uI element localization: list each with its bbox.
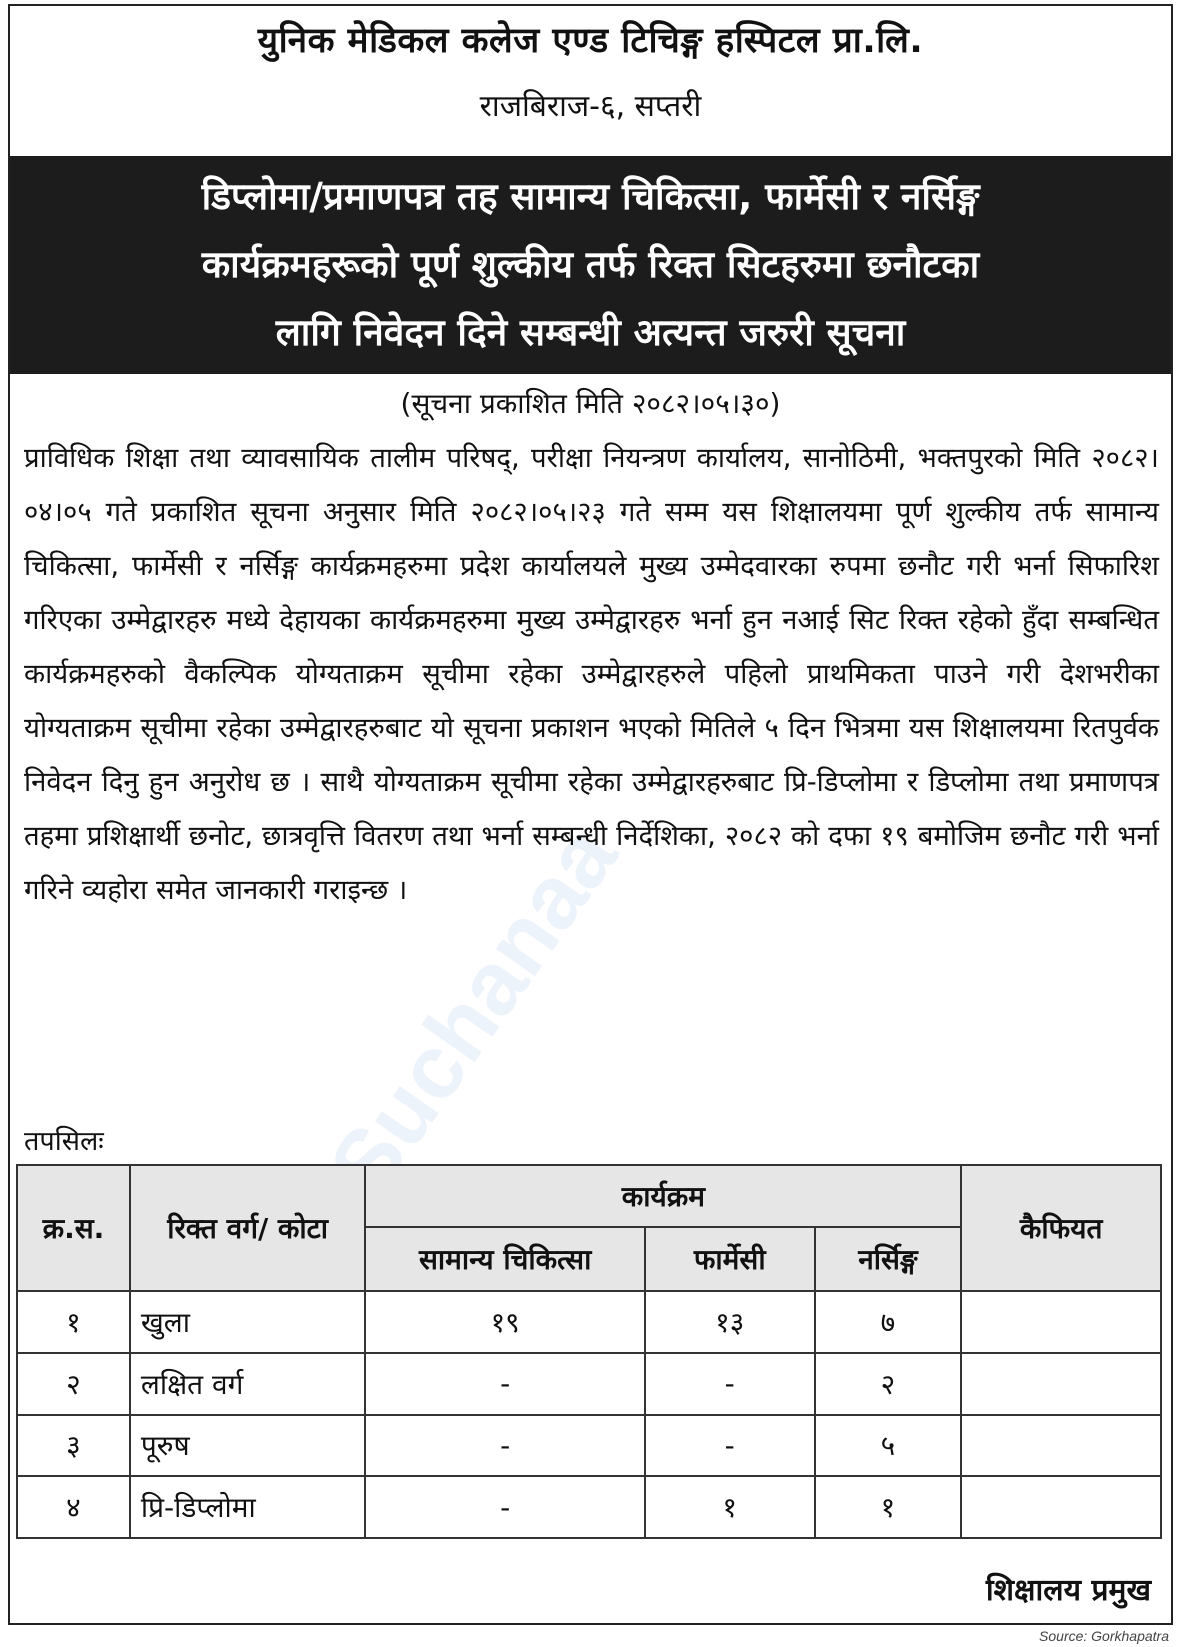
cell-sn: ४ — [17, 1476, 130, 1538]
signature-head-of-institution: शिक्षालय प्रमुख — [985, 1573, 1151, 1608]
notice-title-line-1: डिप्लोमा/प्रमाणपत्र तह सामान्य चिकित्सा, फार्मेसी र नर्सिङ्ग — [201, 175, 980, 218]
cell-remarks — [961, 1476, 1161, 1538]
cell-sn: १ — [17, 1291, 130, 1353]
cell-nursing: ५ — [815, 1415, 962, 1477]
details-label: तपसिलः — [24, 1126, 104, 1157]
cell-quota: पूरुष — [130, 1415, 366, 1477]
cell-pharmacy: १३ — [645, 1291, 815, 1353]
header-program: कार्यक्रम — [365, 1165, 961, 1227]
cell-nursing: ७ — [815, 1291, 962, 1353]
cell-quota: खुला — [130, 1291, 366, 1353]
header-serial-number: क्र.स. — [17, 1165, 130, 1291]
table-row — [17, 1476, 1161, 1538]
cell-general-medicine: - — [365, 1353, 644, 1415]
organization-name: युनिक मेडिकल कलेज एण्ड टिचिङ्ग हस्पिटल प्रा.लि. — [257, 21, 924, 61]
vacant-seats-table — [16, 1164, 1162, 1539]
publish-date: (सूचना प्रकाशित मिति २०८२।०५।३०) — [400, 387, 781, 420]
cell-pharmacy: - — [645, 1353, 815, 1415]
header-nursing: नर्सिङ्ग — [815, 1227, 962, 1291]
notice-title-line-3: लागि निवेदन दिने सम्बन्धी अत्यन्त जरुरी सूचना — [275, 311, 906, 354]
cell-quota: लक्षित वर्ग — [130, 1353, 366, 1415]
table-row — [17, 1415, 1161, 1477]
cell-quota: प्रि-डिप्लोमा — [130, 1476, 366, 1538]
cell-general-medicine: - — [365, 1476, 644, 1538]
watermark: Suchanaa — [310, 808, 637, 1214]
cell-pharmacy: १ — [645, 1476, 815, 1538]
organization-address: राजबिराज-६, सप्तरी — [479, 89, 702, 124]
cell-nursing: १ — [815, 1476, 962, 1538]
cell-sn: २ — [17, 1353, 130, 1415]
header-pharmacy: फार्मेसी — [645, 1227, 815, 1291]
table-row — [17, 1353, 1161, 1415]
header-quota: रिक्त वर्ग/ कोटा — [130, 1165, 366, 1291]
table-row — [17, 1291, 1161, 1353]
notice-body: प्राविधिक शिक्षा तथा व्यावसायिक तालीम परिषद्, परीक्षा नियन्त्रण कार्यालय, सानोठिमी, भक्तपुरको मिति २०८२।०४।०५ गते प्रकाशित सूचना अनुसार मिति २०८२।०५।२३ गते सम्म यस शिक्षालयमा पूर्ण शुल्कीय तर्फ सामान्य चिकित्सा, फार्मेसी र नर्सिङ्ग कार्यक्रमहरुमा प्रदेश कार्यालयले मुख्य उम्मेदवारका रुपमा छनौट गरी भर्ना सिफारिश गरिएका उम्मेद्वारहरु मध्ये देहायका कार्यक्रमहरुमा मुख्य उम्मेद्वारहरु भर्ना हुन नआई सिट रिक्त रहेको हुँदा सम्बन्धित कार्यक्रमहरुको वैकल्पिक योग्यताक्रम सूचीमा रहेका उम्मेद्वारहरुले पहिलो प्राथमिकता पाउने गरी देशभरीका योग्यताक्रम सूचीमा रहेका उम्मेद्वारहरुबाट यो सूचना प्रकाशन भएको मितिले ५ दिन भित्रमा यस शिक्षालयमा रितपुर्वक निवेदन दिनु हुन अनुरोध छ । साथै योग्यताक्रम सूचीमा रहेका उम्मेद्वारहरुबाट प्रि-डिप्लोमा र डिप्लोमा तथा प्रमाणपत्र तहमा प्रशिक्षार्थी छनोट, छात्रवृत्ति वितरण तथा भर्ना सम्बन्धी निर्देशिका, २०८२ को दफा १९ बमोजिम छनौट गरी भर्ना गरिने व्यहोरा समेत जानकारी गराइन्छ । — [24, 442, 1159, 906]
header-remarks: कैफियत — [961, 1165, 1161, 1291]
cell-general-medicine: १९ — [365, 1291, 644, 1353]
notice-title-line-2: कार्यक्रमहरूको पूर्ण शुल्कीय तर्फ रिक्त सिटहरुमा छनौटका — [201, 243, 980, 286]
cell-pharmacy: - — [645, 1415, 815, 1477]
table-header-row — [17, 1165, 1161, 1227]
cell-remarks — [961, 1291, 1161, 1353]
cell-remarks — [961, 1415, 1161, 1477]
cell-sn: ३ — [17, 1415, 130, 1477]
source-credit: Source: Gorkhapatra — [1039, 1628, 1169, 1644]
cell-general-medicine: - — [365, 1415, 644, 1477]
cell-remarks — [961, 1353, 1161, 1415]
header-general-medicine: सामान्य चिकित्सा — [365, 1227, 644, 1291]
notice-title-band — [10, 156, 1171, 374]
cell-nursing: २ — [815, 1353, 962, 1415]
